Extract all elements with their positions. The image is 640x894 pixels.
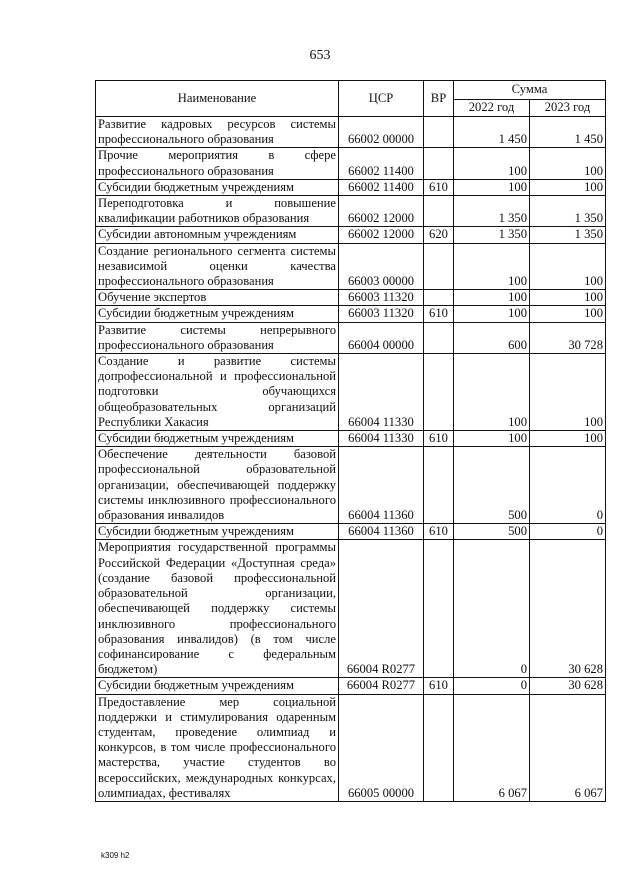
row-sum-2023: 1 350	[530, 196, 606, 227]
table-row	[96, 322, 606, 353]
row-name: Развитие системы непрерывного профессионального образования	[96, 322, 339, 353]
row-sum-2022: 1 350	[454, 227, 530, 243]
row-sum-2023: 30 628	[530, 540, 606, 678]
row-sum-2023: 100	[530, 148, 606, 179]
row-csr: 66002 12000	[339, 227, 424, 243]
row-vr	[424, 117, 454, 148]
row-sum-2022: 1 450	[454, 117, 530, 148]
row-sum-2023: 100	[530, 306, 606, 322]
row-vr	[424, 322, 454, 353]
table-row	[96, 306, 606, 322]
header-vr: ВР	[424, 81, 454, 117]
row-sum-2022: 600	[454, 322, 530, 353]
row-sum-2022: 100	[454, 179, 530, 195]
row-csr: 66004 R0277	[339, 540, 424, 678]
row-sum-2022: 100	[454, 243, 530, 290]
table-row	[96, 694, 606, 801]
table-header	[96, 81, 606, 117]
row-sum-2022: 100	[454, 431, 530, 447]
budget-table	[95, 80, 606, 802]
row-vr: 610	[424, 678, 454, 694]
row-csr: 66004 11360	[339, 447, 424, 524]
row-sum-2022: 500	[454, 447, 530, 524]
row-csr: 66003 11320	[339, 306, 424, 322]
table-row	[96, 540, 606, 678]
row-vr	[424, 540, 454, 678]
row-sum-2023: 6 067	[530, 694, 606, 801]
row-sum-2023: 100	[530, 290, 606, 306]
row-vr	[424, 196, 454, 227]
row-name: Субсидии бюджетным учреждениям	[96, 678, 339, 694]
header-csr: ЦСР	[339, 81, 424, 117]
row-sum-2023: 0	[530, 447, 606, 524]
table-row	[96, 196, 606, 227]
row-vr	[424, 148, 454, 179]
row-csr: 66004 11330	[339, 354, 424, 431]
footer-code: k309 h2	[101, 851, 130, 860]
row-name: Субсидии бюджетным учреждениям	[96, 179, 339, 195]
row-name: Переподготовка и повышение квалификации работников образования	[96, 196, 339, 227]
row-sum-2023: 100	[530, 354, 606, 431]
row-name: Прочие мероприятия в сфере профессионального образования	[96, 148, 339, 179]
row-name: Субсидии автономным учреждениям	[96, 227, 339, 243]
row-vr	[424, 290, 454, 306]
row-vr: 610	[424, 431, 454, 447]
row-csr: 66004 11360	[339, 524, 424, 540]
row-sum-2023: 1 450	[530, 117, 606, 148]
row-csr: 66003 11320	[339, 290, 424, 306]
row-vr	[424, 354, 454, 431]
table-body	[96, 117, 606, 802]
row-name: Субсидии бюджетным учреждениям	[96, 306, 339, 322]
table-row	[96, 179, 606, 195]
header-sum: Сумма	[454, 81, 606, 100]
row-vr: 610	[424, 306, 454, 322]
row-csr: 66002 11400	[339, 179, 424, 195]
table-row	[96, 117, 606, 148]
row-name: Субсидии бюджетным учреждениям	[96, 431, 339, 447]
row-csr: 66004 11330	[339, 431, 424, 447]
row-csr: 66002 12000	[339, 196, 424, 227]
table-row	[96, 243, 606, 290]
table-row	[96, 524, 606, 540]
row-csr: 66003 00000	[339, 243, 424, 290]
table-row	[96, 447, 606, 524]
row-name: Мероприятия государственной программы Российской Федерации «Доступная среда» (создание базовой профессиональной образовательной организации, обеспечивающей поддержку системы инклюзивного профессионального образования инвалидов) (в том числе софинансирование с федеральным бюджетом)	[96, 540, 339, 678]
row-name: Развитие кадровых ресурсов системы профессионального образования	[96, 117, 339, 148]
row-name: Создание регионального сегмента системы независимой оценки качества профессионального образования	[96, 243, 339, 290]
row-sum-2022: 100	[454, 148, 530, 179]
row-csr: 66004 R0277	[339, 678, 424, 694]
row-name: Создание и развитие системы допрофессиональной и профессиональной подготовки обучающихся общеобразовательных организаций Республики Хакасия	[96, 354, 339, 431]
header-name: Наименование	[96, 81, 339, 117]
row-csr: 66005 00000	[339, 694, 424, 801]
row-name: Обеспечение деятельности базовой профессиональной образовательной организации, обеспечивающей поддержку системы инклюзивного профессионального образования инвалидов	[96, 447, 339, 524]
row-sum-2023: 30 628	[530, 678, 606, 694]
page-number: 653	[309, 48, 331, 63]
table-row	[96, 290, 606, 306]
row-sum-2022: 500	[454, 524, 530, 540]
row-name: Предоставление мер социальной поддержки и стимулирования одаренным студентам, проведение олимпиад и конкурсов, в том числе профессионального мастерства, участие студентов во всероссийских, международных конкурсах, олимпиадах, фестивалях	[96, 694, 339, 801]
row-sum-2023: 100	[530, 179, 606, 195]
row-name: Обучение экспертов	[96, 290, 339, 306]
row-vr: 610	[424, 179, 454, 195]
row-sum-2023: 100	[530, 431, 606, 447]
row-name: Субсидии бюджетным учреждениям	[96, 524, 339, 540]
row-sum-2022: 1 350	[454, 196, 530, 227]
row-csr: 66002 11400	[339, 148, 424, 179]
row-sum-2023: 1 350	[530, 227, 606, 243]
header-year-2023: 2023 год	[530, 100, 606, 117]
row-sum-2022: 100	[454, 306, 530, 322]
table-row	[96, 431, 606, 447]
row-csr: 66004 00000	[339, 322, 424, 353]
row-sum-2023: 100	[530, 243, 606, 290]
row-vr: 620	[424, 227, 454, 243]
row-sum-2022: 0	[454, 678, 530, 694]
row-sum-2022: 100	[454, 354, 530, 431]
row-sum-2023: 30 728	[530, 322, 606, 353]
table-row	[96, 148, 606, 179]
table-row	[96, 354, 606, 431]
row-vr	[424, 694, 454, 801]
header-year-2022: 2022 год	[454, 100, 530, 117]
row-sum-2023: 0	[530, 524, 606, 540]
table-row	[96, 678, 606, 694]
row-vr: 610	[424, 524, 454, 540]
row-vr	[424, 243, 454, 290]
row-sum-2022: 6 067	[454, 694, 530, 801]
row-vr	[424, 447, 454, 524]
row-sum-2022: 0	[454, 540, 530, 678]
table-row	[96, 227, 606, 243]
row-sum-2022: 100	[454, 290, 530, 306]
row-csr: 66002 00000	[339, 117, 424, 148]
